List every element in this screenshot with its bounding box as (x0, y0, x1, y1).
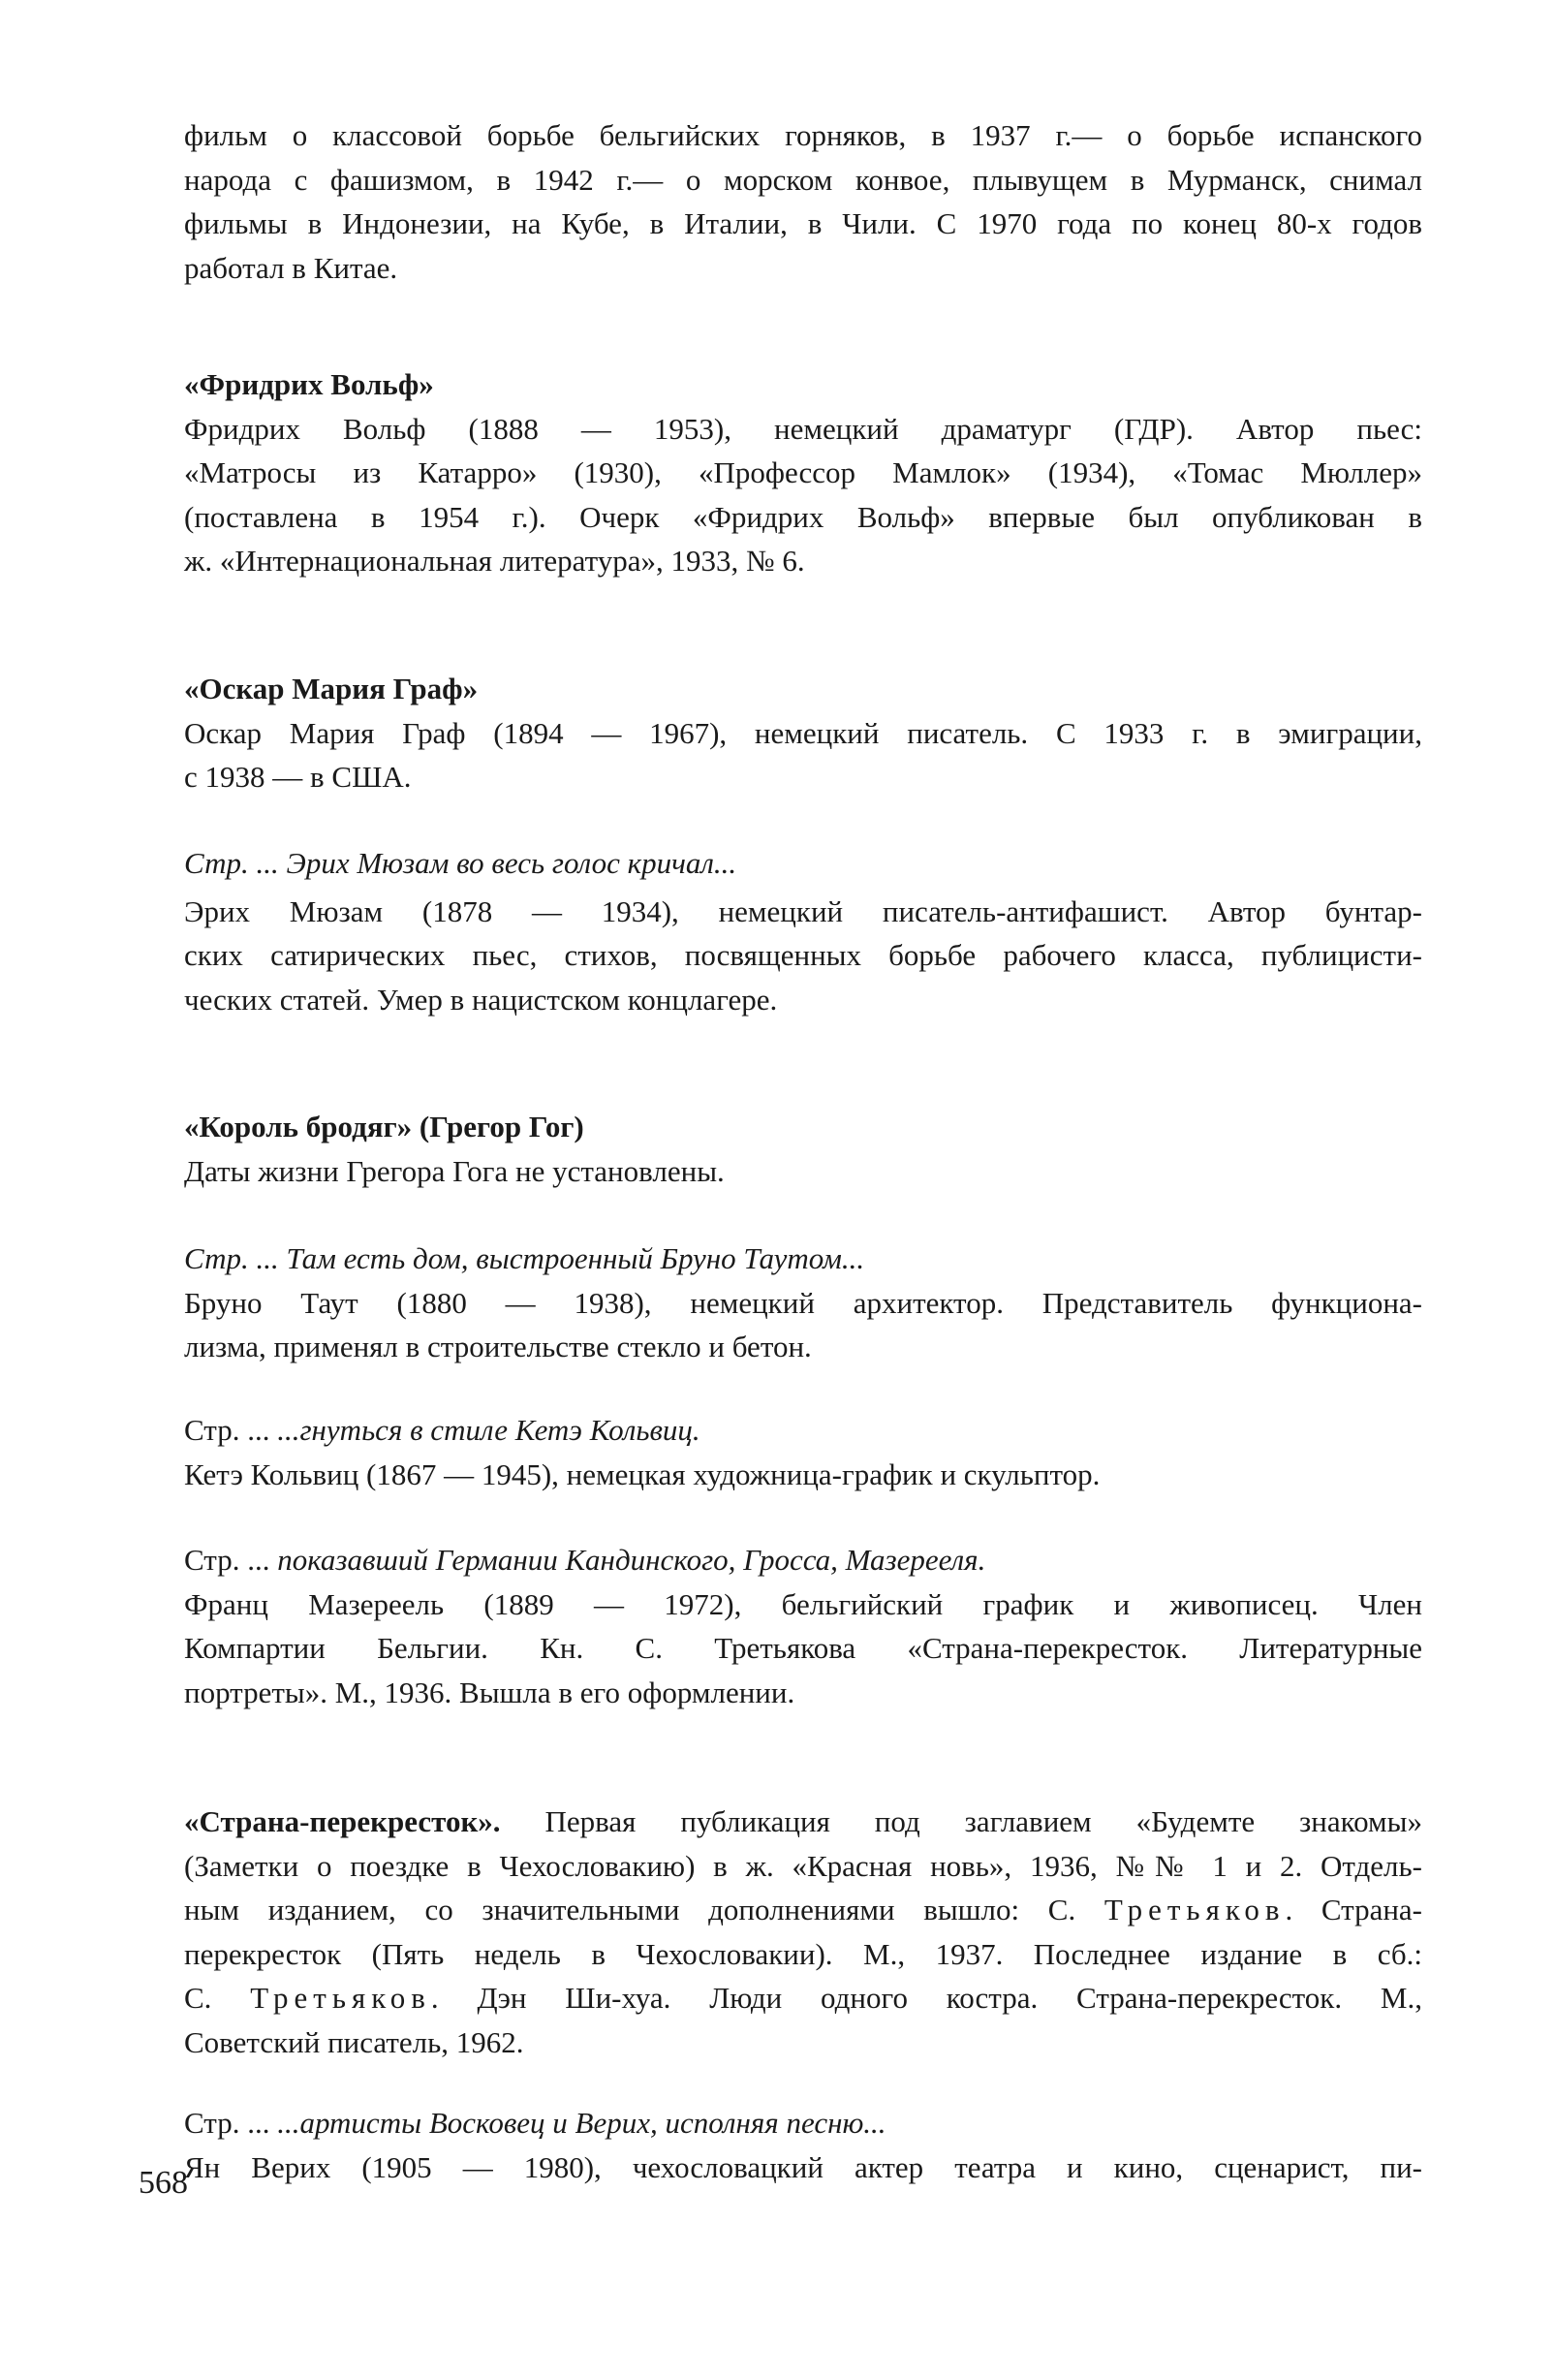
author-name: Третьяков (1103, 1893, 1286, 1926)
note-reference (184, 841, 1422, 886)
text-line: с 1938 — в США. (184, 760, 412, 794)
text-line: (поставлена в 1954 г.). Очерк «Фридрих Вольф» впервые был опубликован в (184, 499, 1422, 534)
text-line: С. Третьяков. Дэн Ши-хуа. Люди одного костра. Страна-перекресток. М., (184, 1981, 1422, 2015)
section-heading: «Фридрих Вольф» (184, 367, 434, 401)
text-line: лизма, применял в строительстве стекло и бетон. (184, 1330, 812, 1363)
text-line: фильмы в Индонезии, на Кубе, в Италии, в Чили. С 1970 года по конец 80-х годов (184, 206, 1422, 240)
author-name: Третьяков (250, 1981, 431, 2015)
text-line: Компартии Бельгии. Кн. С. Третьякова «Страна-перекресток. Литературные (184, 1631, 1422, 1665)
section-heading: «Оскар Мария Граф» (184, 672, 479, 705)
note-prefix: Стр. ... (184, 1413, 278, 1447)
text-line: Оскар Мария Граф (1894 — 1967), немецкий писатель. С 1933 г. в эмиграции, (184, 715, 1422, 750)
note-quote: Эрих Мюзам во весь голос кричал... (286, 846, 737, 880)
section-heading: «Король бродяг» (Грегор Гог) (184, 1110, 584, 1143)
text-line: ских сатирических пьес, стихов, посвященных борьбе рабочего класса, публицисти- (184, 938, 1422, 972)
note-reference (184, 1237, 1422, 1281)
text-line: работал в Китае. (184, 250, 398, 285)
text-line: Эрих Мюзам (1878 — 1934), немецкий писатель-антифашист. Автор бунтар- (184, 893, 1422, 928)
text-line: фильм о классовой борьбе бельгийских горняков, в 1937 г.— о борьбе испанского (184, 118, 1422, 152)
text-line: Кетэ Кольвиц (1867 — 1945), немецкая художница-график и скульптор. (184, 1456, 1101, 1491)
note-kollwitz (184, 1408, 1422, 1496)
note-reference (184, 1408, 1422, 1453)
text-line: Франц Мазереель (1889 — 1972), бельгийский график и живописец. Член (184, 1586, 1422, 1621)
text-line: Бруно Таут (1880 — 1938), немецкий архитектор. Представитель функциона- (184, 1285, 1422, 1320)
text-line: народа с фашизмом, в 1942 г.— о морском конвое, плывущем в Мурманск, снимал (184, 162, 1422, 197)
text-line: Фридрих Вольф (1888 — 1953), немецкий драматург (ГДР). Автор пьес: (184, 411, 1422, 446)
text-line: «Страна-перекресток». Первая публикация под заглавием «Будемте знакомы» (184, 1804, 1422, 1838)
text-line: Советский писатель, 1962. (184, 2024, 524, 2059)
intro-paragraph (184, 113, 1422, 290)
note-taut (184, 1237, 1422, 1369)
note-prefix: Стр. ... (184, 2106, 278, 2140)
section-gog (184, 1105, 1422, 1193)
note-quote: Там есть дом, выстроенный Бруно Таутом... (286, 1241, 865, 1275)
note-prefix: Стр. ... (184, 1241, 287, 1275)
note-quote: показавший Германии Кандинского, Гросса, Мазерееля. (277, 1543, 986, 1577)
note-muzam (184, 841, 1422, 1021)
note-reference (184, 2101, 1422, 2145)
note-reference (184, 1538, 1422, 1582)
text-line: ж. «Интернациональная литература», 1933, № 6. (184, 544, 805, 578)
section-heading: «Страна-перекресток». (184, 1804, 501, 1838)
text-line: ческих статей. Умер в нацистском концлагере. (184, 982, 778, 1017)
text-line: Даты жизни Грегора Гога не установлены. (184, 1153, 725, 1188)
note-prefix: Стр. ... (184, 1543, 278, 1577)
page-number: 568 (139, 2165, 188, 2201)
note-quote: ...гнуться в стиле Кетэ Кольвиц. (277, 1413, 700, 1447)
note-werich (184, 2101, 1422, 2189)
text-line: ным изданием, со значительными дополнениями вышло: С. Третьяков. Страна- (184, 1893, 1423, 1926)
text-line: перекресток (Пять недель в Чехословакии). М., 1937. Последнее издание в сб.: (184, 1936, 1422, 1971)
text-line: «Матросы из Катарро» (1930), «Профессор Мамлок» (1934), «Томас Мюллер» (184, 455, 1422, 489)
text-line: (Заметки о поездке в Чехословакию) в ж. «Красная новь», 1936, №№ 1 и 2. Отдель- (184, 1848, 1422, 1883)
note-masereel (184, 1538, 1422, 1714)
note-prefix: Стр. ... (184, 846, 287, 880)
section-wolf (184, 362, 1422, 583)
text-line: Ян Верих (1905 — 1980), чехословацкий актер театра и кино, сценарист, пи- (184, 2149, 1422, 2184)
section-strana (184, 1800, 1422, 2064)
note-quote: ...артисты Восковец и Верих, исполняя песню... (277, 2106, 886, 2140)
text-line: портреты». М., 1936. Вышла в его оформлении. (184, 1675, 795, 1709)
section-graf (184, 667, 1422, 799)
